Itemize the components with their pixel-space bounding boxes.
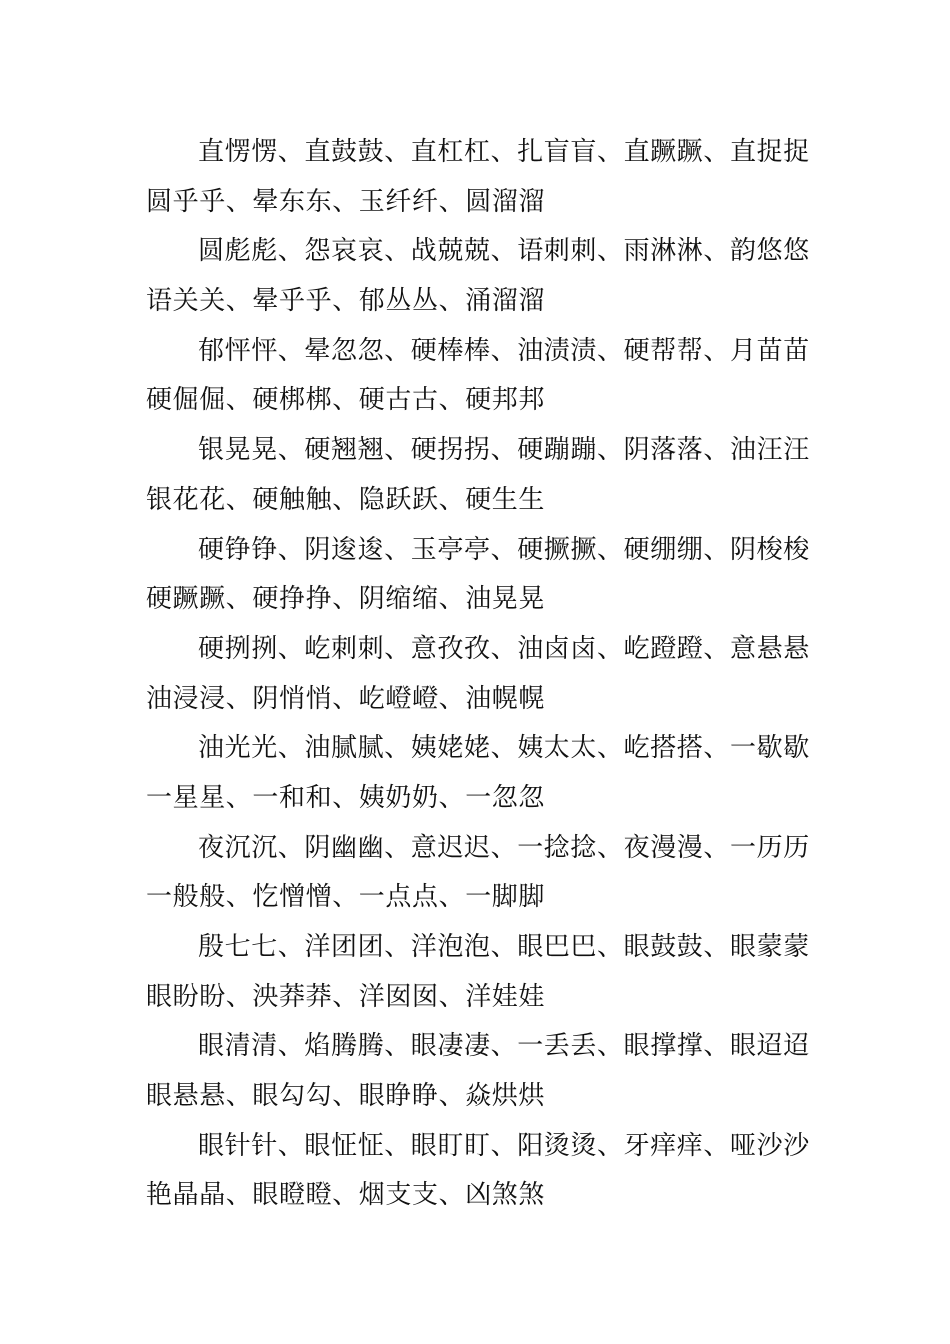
paragraph: [146, 923, 826, 1022]
paragraph-line: 殷七七、洋团团、洋泡泡、眼巴巴、眼鼓鼓、眼蒙蒙: [198, 932, 810, 962]
paragraph-line: 银花花、硬触触、隐跃跃、硬生生: [146, 484, 546, 515]
paragraph: [146, 625, 826, 724]
paragraph: [146, 526, 826, 625]
paragraph-line: 银晃晃、硬翘翘、硬拐拐、硬蹦蹦、阴落落、油汪汪: [198, 435, 810, 466]
paragraph-line: 夜沉沉、阴幽幽、意迟迟、一捻捻、夜漫漫、一历历: [198, 832, 810, 863]
paragraph-line: 硬挒挒、屹刺刺、意孜孜、油卤卤、屹蹬蹬、意悬悬: [198, 633, 810, 664]
paragraph: [146, 128, 826, 227]
paragraph: [146, 327, 826, 426]
paragraph: [146, 1122, 826, 1221]
paragraph-line: 语关关、晕乎乎、郁丛丛、涌溜溜: [146, 286, 546, 317]
paragraph-line: 郁怦怦、晕忽忽、硬棒棒、油渍渍、硬帮帮、月苗苗: [198, 335, 810, 366]
paragraph: [146, 824, 826, 923]
paragraph-line: 硬倔倔、硬梆梆、硬古古、硬邦邦: [146, 385, 546, 416]
paragraph: [146, 724, 826, 823]
paragraph-line: 眼悬悬、眼勾勾、眼睁睁、焱烘烘: [146, 1081, 546, 1112]
paragraph-line: 眼盼盼、泱莽莽、洋囡囡、洋娃娃: [146, 981, 546, 1012]
paragraph: [146, 1022, 826, 1121]
paragraph: [146, 426, 826, 525]
document-body: [146, 128, 826, 1221]
paragraph-line: 圆乎乎、晕东东、玉纤纤、圆溜溜: [146, 186, 546, 217]
paragraph-line: 硬铮铮、阴逡逡、玉亭亭、硬撅撅、硬绷绷、阴梭梭: [198, 534, 810, 565]
paragraph-line: 圆彪彪、怨哀哀、战兢兢、语刺刺、雨淋淋、韵悠悠: [198, 236, 810, 267]
paragraph-line: 油光光、油腻腻、姨姥姥、姨太太、屹搭搭、一歇歇: [198, 733, 810, 764]
paragraph-line: 艳晶晶、眼瞪瞪、烟支支、凶煞煞: [146, 1180, 546, 1211]
paragraph-line: 一般般、忔憎憎、一点点、一脚脚: [146, 882, 546, 913]
paragraph-line: 油浸浸、阴悄悄、屹嶝嶝、油幌幌: [146, 683, 546, 714]
paragraph-line: 硬蹶蹶、硬挣挣、阴缩缩、油晃晃: [146, 584, 546, 615]
paragraph: [146, 227, 826, 326]
paragraph-line: 直愣愣、直鼓鼓、直杠杠、扎盲盲、直蹶蹶、直捉捉: [198, 137, 810, 167]
paragraph-line: 眼清清、焰腾腾、眼凄凄、一丢丢、眼撑撑、眼迢迢: [198, 1031, 810, 1062]
paragraph-line: 眼针针、眼怔怔、眼盯盯、阳烫烫、牙痒痒、哑沙沙: [198, 1130, 810, 1161]
paragraph-line: 一星星、一和和、姨奶奶、一忽忽: [146, 782, 546, 813]
